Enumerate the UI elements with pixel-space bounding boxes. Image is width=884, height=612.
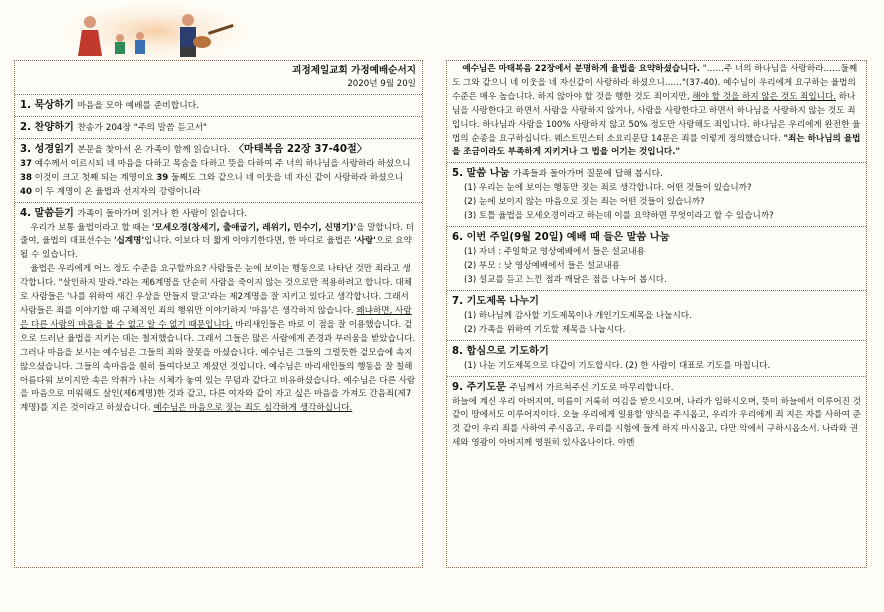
section-joint-prayer [447, 341, 866, 377]
prayer-topic-list [452, 310, 861, 338]
question-list [452, 182, 861, 224]
section-desc: 찬송가 204장 "주의 말씀 듣고서" [77, 122, 207, 133]
section-number: 3. [20, 143, 31, 155]
verse-text: 예수께서 이르시되 네 마음을 다하고 목숨을 다하고 뜻을 다하여 주 너의 하나님을 사랑하라 하셨으니 [31, 158, 411, 169]
sermon-underlined: 예수님은 마음으로 짓는 죄도 심각하게 생각하십니다. [153, 403, 353, 414]
list-item: (2) 가족을 위하여 기도할 제목을 나눕시다. [464, 324, 626, 335]
joint-prayer-list [452, 360, 861, 374]
verse-text: 이것이 크고 첫째 되는 계명이요 [31, 172, 157, 183]
list-item: (1) 나눈 기도제목으로 다같이 기도합시다. (2) 한 사람이 대표로 기도를 마칩니다. [464, 360, 771, 371]
worship-date: 2020년 9월 20일 [347, 78, 416, 89]
verse-number: 38 [20, 172, 32, 183]
section-number: 5. [452, 168, 463, 180]
section-title: 찬양하기 [34, 121, 74, 133]
section-word-sharing [447, 163, 866, 227]
section-sunday-sermon [447, 227, 866, 291]
sermon-text: 하나님을 사랑한다고 하면서 사람을 사랑하지 않거나, 사람을 사랑한다고 하면서 하나님을 사랑하지 않는 것도 죄입니다. 하나님과 사람을 100% 사랑하지 않고 50% 정도만 사랑해도 죄입니다. 하나님은 우리에게 완전한 율법의 순종을 요구하십니다. 웨스트민스터 소요리문답 14문은 죄를 이렇게 정의했습니다. [452, 91, 861, 144]
sermon-emphasis: '십계명' [113, 236, 145, 247]
scripture-reference: 〈마태복음 22장 37-40절〉 [233, 143, 368, 155]
section-number: 2. [20, 121, 31, 133]
section-title: 합심으로 기도하기 [466, 345, 549, 357]
sermon-text: 으로 요약될 수 있습니다. [20, 236, 412, 261]
sermon-paragraph-3 [452, 63, 861, 160]
list-item: (1) 우리는 눈에 보이는 행동만 짓는 죄로 생각합니다. 어떤 것들이 있습니까? [464, 183, 752, 194]
verse-text: 둘째도 그와 같으니 네 이웃을 네 자신 같이 사랑하라 하셨으니 [168, 172, 404, 183]
verse-number: 40 [20, 186, 32, 197]
section-number: 6. [452, 232, 463, 244]
scripture-text [20, 158, 417, 200]
list-item: (3) 토틀 율법을 모세오경이라고 하는데 이를 요약하면 무엇이라고 할 수 있습니까? [464, 211, 774, 222]
sermon-emphasis: "죄는 하나님의 율법을 조금이라도 부족하게 지키거나 그 법을 어기는 것입니다." [452, 133, 861, 158]
section-number: 1. [20, 99, 31, 111]
section-number: 9. [452, 381, 463, 393]
section-sermon [15, 203, 422, 419]
section-title: 주기도문 [466, 381, 506, 393]
list-item: (2) 눈에 보이지 않는 마음으로 짓는 죄는 어떤 것들이 있습니까? [464, 197, 705, 208]
sermon-underlined: 왜냐하면, 사람은 다른 사람의 마음을 볼 수 없고 알 수 없기 때문입니다. [20, 305, 412, 330]
verse-number: 37 [20, 158, 32, 169]
verse-text: 이 두 계명이 온 율법과 선지자의 강령이니라 [31, 186, 201, 197]
section-number: 4. [20, 207, 31, 219]
sermon-paragraph-2 [20, 263, 417, 416]
page-title: 괴정제일교회 가정예배순서지 [292, 65, 416, 76]
sermon-paragraph-1 [20, 222, 417, 264]
section-prayer-topics [447, 291, 866, 341]
section-praise [15, 117, 422, 139]
section-number: 7. [452, 295, 463, 307]
sermon-continuation [447, 61, 866, 163]
family-illustration [60, 4, 250, 62]
section-title: 기도제목 나누기 [466, 295, 539, 307]
section-desc: 마음을 모아 예배를 준비합니다. [77, 100, 200, 111]
section-number: 8. [452, 345, 463, 357]
list-item: (3) 설교를 듣고 느낀 점과 깨달은 점을 나누어 봅시다. [464, 274, 667, 285]
section-meditation [15, 95, 422, 117]
section-desc: 본문을 찾아서 온 가족이 함께 읽습니다. [77, 144, 231, 155]
sermon-text: 우리가 보통 율법이라고 할 때는 [30, 222, 152, 233]
header-box [15, 61, 422, 95]
sharing-list [452, 246, 861, 288]
section-title: 말씀듣기 [34, 207, 74, 219]
sermon-emphasis: '사랑' [354, 236, 376, 247]
sermon-emphasis: '모세오경(창세기, 출애굽기, 레위기, 민수기, 신명기)' [151, 222, 357, 233]
section-desc: 가족이 돌아가며 읽거나 한 사람이 읽습니다. [77, 208, 248, 219]
sermon-text: 바리새인들은 바로 이 점을 잘 이용했습니다. 겉으로 드러난 율법을 지키는 데는 철저했습니다. 그래서 그들은 많은 사람에게 존경과 부러움을 받았습니다. 그러나 마음을 보시는 예수님은 그들의 죄와 잘못을 아셨습니다. 예수님은 그들의 그럴듯한 겉모습에 속지 않으셨습니다. 그들의 속마음을 훤히 들여다보고 계셨던 것입니다. 예수님은 바리새인들의 행동을 잘 칠해 아름다워 보이지만 속은 악취가 나는 시체가 놓여 있는 무덤과 같다고 비유하셨습니다. 예수님은 다른 사람을 마음으로 미워해도 살인(제6계명)한 것과 같고, 다른 여자와 같이 자고 싶은 마음을 가져도 간음죄(제7계명)를 지은 것이라고 하셨습니다. [20, 319, 416, 414]
lords-prayer-text: 하늘에 계신 우리 아버지여, 이름이 거룩히 여김을 받으시오며, 나라가 임하시오며, 뜻이 하늘에서 이루어진 것 같이 땅에서도 이루어지이다. 오늘 우리에게 일용할 양식을 주시옵고, 우리가 우리에게 죄 지은 자를 사하여 준 것 같이 우리 죄를 사하여 주시옵고, 우리를 시험에 들게 하지 마시옵고, 다만 악에서 구하시옵소서. 나라와 권세와 영광이 아버지께 영원히 있사옵나이다. 아멘 [452, 396, 861, 449]
left-column [14, 60, 423, 568]
section-desc: 주님께서 가르쳐주신 기도로 마무리합니다. [509, 382, 674, 393]
section-title: 말씀 나눔 [466, 168, 510, 180]
list-item: (2) 부모 : 낮 영상예배에서 들은 설교내용 [464, 260, 620, 271]
list-item: (1) 자녀 : 주일학교 영상예배에서 들은 설교내용 [464, 247, 645, 258]
section-lords-prayer [447, 377, 866, 454]
verse-number: 39 [156, 172, 169, 183]
sermon-underlined: 해야 할 것을 하지 않은 것도 죄입니다. [692, 91, 836, 102]
section-desc: 가족들과 돌아가며 질문에 답해 봅시다. [512, 169, 663, 180]
right-column [446, 60, 867, 568]
sermon-text: 율법은 우리에게 어느 정도 수준을 요구할까요? 사람들은 눈에 보이는 행동으로 나타난 것만 죄라고 생각합니다. "살인하지 말라."라는 제6계명을 단순히 사람을 죽이지 않는 것으로만 적용하려고 합니다. 대체로 사람들은 '나를 위하여 새긴 우상을 만들지 말고'라는 제2계명을 잘 지키고 있다고 생각합니다. 그래서 사람들은 죄를 이야기할 때 구체적인 죄의 행위만 이야기하지 '마음'은 생각하지 않습니다. [20, 264, 412, 316]
section-title: 묵상하기 [34, 99, 74, 111]
section-title: 이번 주일(9월 20일) 예배 때 들은 말씀 나눔 [466, 232, 670, 244]
sermon-text: "……주 너의 하나님을 사랑하라……둘째도 그와 같으니 네 이웃을 네 자신같이 사랑하라 하셨으니……"(37-40). 예수님이 우리에게 요구하는 율법의 수준은 매우 높습니다. 하지 않아야 할 것을 행한 것도 죄이지만, [452, 64, 858, 102]
sermon-text: 입니다. 이보다 더 짧게 이야기한다면, 한 마디로 율법은 [144, 236, 355, 247]
sermon-text: 을 말합니다. 더 줄여, 율법의 대표선수는 [20, 222, 415, 247]
list-item: (1) 하나님께 감사할 기도제목이나 개인기도제목을 나눕시다. [464, 310, 692, 321]
section-bible-reading [15, 139, 422, 203]
section-title: 성경읽기 [34, 143, 74, 155]
sermon-emphasis: 예수님은 마태복음 22장에서 분명하게 율법을 요약하셨습니다. [462, 64, 701, 74]
